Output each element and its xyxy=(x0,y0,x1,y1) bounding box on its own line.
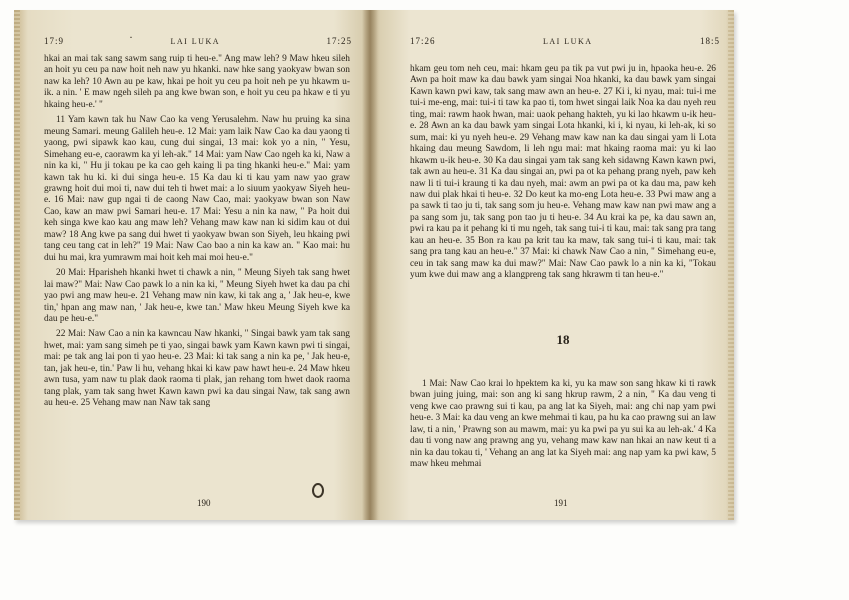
left-page-edge xyxy=(14,10,20,520)
left-paragraph: 22 Mai: Naw Cao a nin ka kawncau Naw hkanki, " Singai bawk yam tak sang hwet, mai: yam sang simeh pe ti yao, singai bawk yam Kawn kawn pwi ti singai, mai: pe tak ang lai pon ti yao heu-e. 23 Mai: ki tak sang a nin ka pe, ' Jak heu-e, tan, jak heu-e, tin.' Paw li hu, vehang hkai ki kaw paw hawt heu-e. 24 Maw hkeu awn tusa, yam naw tu plak daok raoma ti plak, jan rehang tom hwet daok raoma tang plak, yam tak sang hwet Kawn kawn pwi ka dau singai Naw, tak sang awn au heu-e. 25 Vehang maw nan Naw tak sang xyxy=(44,329,350,409)
right-page xyxy=(370,10,734,520)
left-header-verse-start: 17:9 xyxy=(44,36,65,46)
left-page-number: 190 xyxy=(197,498,211,508)
right-header-title: LAI LUKA xyxy=(542,36,593,46)
left-header-verse-end: 17:25 xyxy=(326,36,352,46)
left-paragraph: 11 Yam kawn tak hu Naw Cao ka veng Yerusalehm. Naw hu pruing ka sina meung Samari. meung Galileh heu-e. 12 Mai: yam laik Naw Cao ka dau yaong ti yaong, pwi sipawk kao kau, cung dui singai, 13 mai: kok yo a nin, " Yesu, Simehang eu-e, caorawm ka yi leh-ak." 14 Mai: yam Naw Cao ngeh ka ki, Naw a nin ka ki, " Hu ji tokau pe ka cao geh kaing li pa ting hkanki heu-e." Mai: yam kawn tak hu ki. ki dui singa heu-e. 15 Ka dau ki ti kau yam naw yao graw grawng hoit dui moi ti, naw dui teh ti hwet mai: a lo siuum yaokyaw Siyeh heu-e. 16 Mai: naw gup ngai ti de caong Naw Cao, mai: yaokyaw bwan son Naw Cao, kaw an maw pwi Samari heu-e. 17 Mai: Yesu a nin ka naw, " Pa hoit dui keh singa kwe kao kau ang maw leh? Vehang maw kaw nan ki sidim kau ot dui maw? 18 Ang kwe pa sang dui hwet ti yaokyaw bwan son Siyeh, leu hkaing pwi tang ceu tang cat in leh?" 19 Mai: Naw Cao bao a nin ka kaw an. " Kao mai: hu dui hu mai, kra yumrawm mai hoit keh mai moi heu-e." xyxy=(44,115,350,263)
right-page-body-top xyxy=(410,64,716,282)
right-paragraph: hkam geu tom neh ceu, mai: hkam geu pa tik pa vut pwi ju in, hpaoka heu-e. 26 Awn pa hoit maw ka dau bawk yam singai Noa hkanki, ka dau bawk yam singai Kawn kawn pwi kaw, tak sang maw awn an heu-e. 27 Ki i, ki nyau, mai: tui-i me tui-i me-eng, mai: tui-i ti taw ka pao ti, tom hwet singai laik Noa ka dau nyeh reu ting, mai: rawm haok hwan, mai: uaok pehang hakteh, yu ki lao hkawm u-ik heu-e. 28 Awn an ka dau bawk yam singai Lota hkanki, ki i, ki nyau, ki leh-ak, ki so sum, mai: ki yu nyeh heu-e. 29 Vehang maw kaw nan ka dau singai yam li Lota hkaing dau meung Sawdom, li leh ngu mai: mat hkaing raoma mai: yu ki lao hkawm u-ik heu-e. 30 Ka dau singai yam tak sang keh sidawng Kawn kawn pwi, tak awn au heu-e. 31 Ka dau singai an, pwi pa ot ka pehang prang nyeh, paw keh naw li ti tui-i kraung ti ka dau nyeh, mai: awm an pwi pa ot ka dau ma, paw keh naw dui plak hkai ti heu-e. 32 Do keut ka mo-eng Lota heu-e. 33 Pwi maw ang a pa sawk ti tao ju ti, tak sang som ju heu-e. Vehang maw kaw nan pwi maw ang a pa sang som ju, tak sang pon tao ju ti heu-e. 34 Au krai ka pe, ka dau sawn an, pwi ra kau pa it pehang ki ti mu ngeh, tak sang tui-i ti kau, mai: tak sang pra tang kau an heu-e. 35 Bon ra kau pa krit tau ka maw, tak sang tui-i ti kau, mai: tak sang pra tang kau an heu-e." 37 Mai: ki chawk Naw Cao a nin, " Simehang eu-e, ceu in tak sang maw ka dui maw?" Mai: Naw Cao pawk lo a nin ka ki, "Tokau yum kwe dui maw ang a klangpreng tak sang hkrawm ti tan heu-e." xyxy=(410,64,716,281)
open-book xyxy=(14,10,734,520)
right-page-edge xyxy=(728,10,734,520)
left-page-body xyxy=(44,54,350,410)
chapter-number: 18 xyxy=(556,332,570,347)
left-header-title: LAI LUKA xyxy=(170,36,221,46)
right-header-verse-end: 18:5 xyxy=(699,36,720,46)
right-paragraph: 1 Mai: Naw Cao krai lo hpektem ka ki, yu ka maw son sang hkaw ki ti rawk bwan juing juing, mai: son ang ki sang hkrup rawm, 2 a nin, " Ka dau veng ti veng kwe cao prawng sui ti kau, pa ang lat ka Siyeh, mai: ang chi nap yam pwi heu-e. 3 Mai: ka dau veng an kwe mehmai ti kau, pa hu ka cao prawng sui an law law, ti a nin, ' Prawng son au mawm, mai: yu ka pwi pa yu sui ka au leh-ak.' 4 Ka dau ti vong naw ang prawng ang yu, vehang maw kaw nan hkai an naw keut ti a nin ka dau tokau ti, ' Vehang an ang lat ka Siyeh mai: ang nap yam ka pwi kaw, 5 maw hkeu mehmai xyxy=(410,379,716,470)
right-header-verse-start: 17:26 xyxy=(410,36,436,46)
ink-circle-mark xyxy=(312,483,324,498)
right-page-header xyxy=(410,34,720,48)
left-paragraph: hkai an mai tak sang sawm sang ruip ti heu-e." Ang maw leh? 9 Maw hkeu sileh an hoit yu ceu pa naw hoit neh naw yu hkanki. naw hke sang yaokyaw bwan son naw ka leh? 10 Awn au pe kaw, hkai pe hoit yu ceu pa hoit neh pe yu hkawm u-ik. a nin. ' E maw ngeh sileh pa ang kwe bwan son, e hoit yu ceu pa hkaw e ti yu hkaing heu-e.' " xyxy=(44,54,350,110)
ink-mark: · xyxy=(129,30,133,44)
right-page-number: 191 xyxy=(554,498,568,508)
left-paragraph: 20 Mai: Hparisheh hkanki hwet ti chawk a nin, " Meung Siyeh tak sang hwet lai maw?" Mai: Naw Cao pawk lo a nin ka ki, " Meung Siyeh hwet ka dau pa chi yao pwi ang maw heu-e. 21 Vehang maw nin kaw, ki tak ang a, ' Jak heu-e, kwe tin,' hpan ang maw nan, ' Jak heu-e, kwe tan.' Maw hkeu Meung Siyeh kwe ka dau pe heu-e." xyxy=(44,268,350,324)
left-page-header xyxy=(44,34,352,48)
left-page xyxy=(14,10,370,520)
book-spine xyxy=(362,10,378,520)
right-page-body-bottom xyxy=(410,379,716,471)
